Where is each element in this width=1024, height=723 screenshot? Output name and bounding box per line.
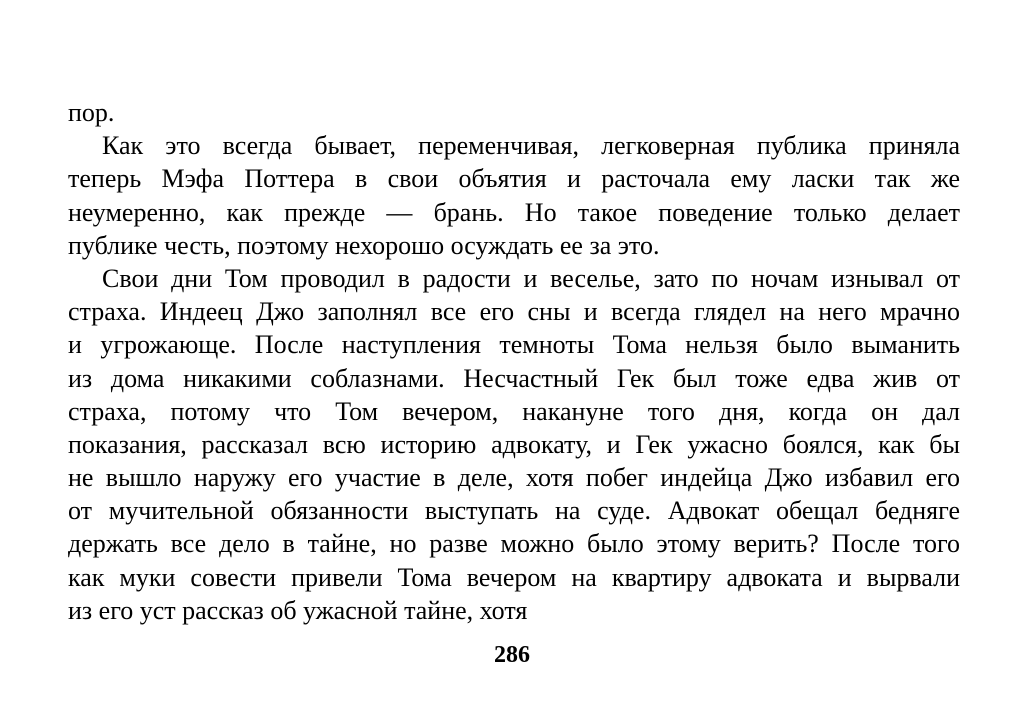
text-line: Как это всегда бывает, переменчивая, легковерная публика приняла [102, 131, 960, 161]
text-line: Свои дни Том проводил в радости и веселье, зато по ночам изнывал от [102, 263, 960, 293]
text-line: из его уст рассказ об ужасной тайне, хотя [68, 595, 528, 625]
text-line: и угрожающе. После наступления темноты Тома нельзя было выманить [68, 330, 960, 360]
text-line: теперь Мэфа Поттера в свои объятия и расточала ему ласки так же [68, 164, 960, 194]
text-line: от мучительной обязанности выступать на суде. Адвокат обещал бедняге [68, 496, 960, 526]
text-line: не вышло наружу его участие в деле, хотя побег индейца Джо избавил его [68, 463, 960, 493]
text-line: страха. Индеец Джо заполнял все его сны и всегда глядел на него мрачно [68, 297, 960, 327]
text-line: страха, потому что Том вечером, накануне того дня, когда он дал [68, 396, 960, 426]
text-line: из дома никакими соблазнами. Несчастный Гек был тоже едва жив от [68, 363, 960, 393]
text-line: как муки совести привели Тома вечером на квартиру адвоката и вырвали [68, 562, 960, 592]
text-line: держать все дело в тайне, но разве можно было этому верить? После того [68, 529, 960, 559]
text-line: публике честь, поэтому нехорошо осуждать ее за это. [68, 230, 660, 260]
page-number: 286 [494, 642, 530, 668]
text-line: неумеренно, как прежде — брань. Но такое поведение только делает [68, 197, 960, 227]
page-text [68, 96, 960, 627]
text-line: пор. [68, 98, 115, 127]
text-line: показания, рассказал всю историю адвокату, и Гек ужасно боялся, как бы [68, 429, 960, 459]
